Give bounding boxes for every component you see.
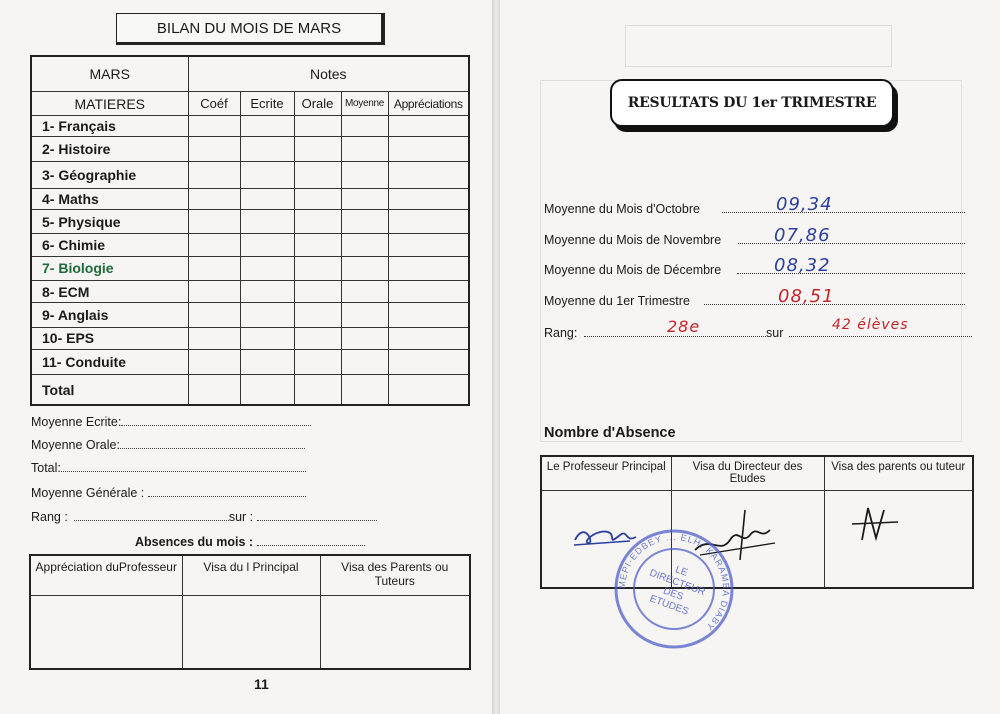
rank-value: 28e <box>667 317 701 336</box>
principal-visa-header: Visa du l Principal <box>182 555 320 595</box>
grades-table <box>30 55 470 406</box>
rank-total-value: 42 élèves <box>832 317 909 333</box>
average-row-trimester: Moyenne du 1er Trimestre <box>544 294 965 310</box>
notes-header: Notes <box>188 56 469 91</box>
absence-title: Nombre d'Absence <box>544 425 676 441</box>
subject-row-label: 2- Histoire <box>31 137 188 161</box>
absences-month-field: Absences du mois : <box>135 534 365 549</box>
director-visa-header: Visa du Directeur des Etudes <box>671 456 824 490</box>
book-gutter <box>492 0 500 714</box>
col-appreciations-header: Appréciations <box>388 91 469 115</box>
parents-visa-right-header: Visa des parents ou tuteur <box>824 456 973 490</box>
average-row-december: Moyenne du Mois de Décembre <box>544 263 965 279</box>
rank-row: Rang: sur <box>544 326 972 342</box>
average-row-october: Moyenne du Mois d'Octobre <box>544 202 965 218</box>
subjects-header: MATIERES <box>31 91 188 115</box>
subject-row-label: 10- EPS <box>31 327 188 349</box>
teacher-appreciation-header: Appréciation duProfesseur <box>30 555 182 595</box>
left-page-title-text: BILAN DU MOIS DE MARS <box>156 19 342 37</box>
average-row-november: Moyenne du Mois de Novembre <box>544 233 965 249</box>
subject-row-label: 9- Anglais <box>31 303 188 327</box>
total-field: Total: <box>31 460 306 475</box>
total-row-label: Total <box>31 375 188 405</box>
average-value-october: 09,34 <box>776 194 833 215</box>
left-signature-table <box>29 554 471 670</box>
subject-row-label: 8- ECM <box>31 280 188 302</box>
average-value-november: 07,86 <box>774 225 831 246</box>
col-moyenne-header: Moyenne <box>341 91 388 115</box>
parent-signature <box>850 500 900 550</box>
results-title-text: RESULTATS DU 1er TRIMESTRE <box>627 95 877 111</box>
stamp-center-text: LE DIRECTEUR DES ETUDES <box>647 564 707 618</box>
col-ecrite-header: Ecrite <box>240 91 294 115</box>
subject-row-label: 5- Physique <box>31 210 188 234</box>
bleed-through-table <box>540 80 962 442</box>
moyenne-generale-field: Moyenne Générale : <box>31 485 306 500</box>
subject-row-label: 4- Maths <box>31 188 188 209</box>
moyenne-orale-field: Moyenne Orale: <box>31 437 305 452</box>
results-title <box>610 79 894 127</box>
average-value-december: 08,32 <box>774 255 831 276</box>
rang-field: Rang : sur : <box>31 509 377 524</box>
col-orale-header: Orale <box>294 91 341 115</box>
left-page-title <box>116 13 385 45</box>
subject-row-label: 3- Géographie <box>31 161 188 188</box>
page-number: 11 <box>254 676 269 692</box>
subject-row-label: 11- Conduite <box>31 349 188 374</box>
subject-row-label: 6- Chimie <box>31 234 188 256</box>
moyenne-ecrite-field: Moyenne Ecrite: <box>31 414 311 429</box>
col-coef-header: Coéf <box>188 91 240 115</box>
svg-text:MEPI-EDBEY ... ELH. KARAMBA DI: MEPI-EDBEY ... ELH. KARAMBA DIABY <box>616 531 732 633</box>
subject-row-label: 1- Français <box>31 116 188 137</box>
month-header: MARS <box>31 56 188 91</box>
principal-teacher-header: Le Professeur Principal <box>541 456 671 490</box>
average-value-trimester: 08,51 <box>778 286 835 307</box>
parents-visa-header: Visa des Parents ou Tuteurs <box>320 555 470 595</box>
subject-row-label: 7- Biologie <box>31 256 188 280</box>
bleed-through-shape <box>625 25 892 67</box>
